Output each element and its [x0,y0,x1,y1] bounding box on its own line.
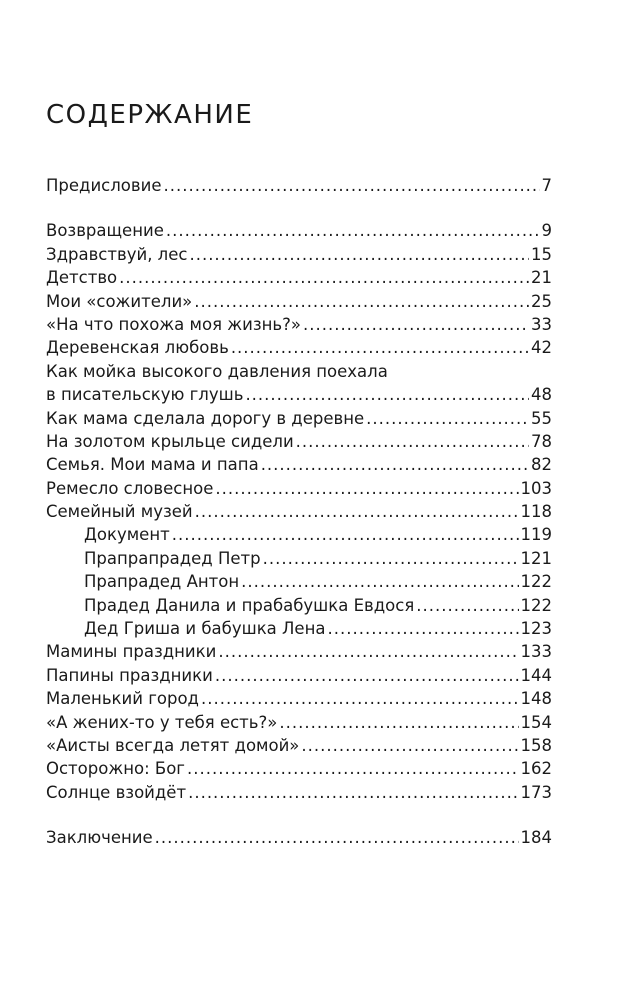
toc-entry [46,453,552,476]
toc-entry [46,336,552,359]
toc-entry-title: Документ [84,525,170,545]
dot-leader [245,383,529,406]
toc-entry-title: Деревенская любовь [46,338,229,358]
toc-entry-title: Возвращение [46,221,164,241]
table-of-contents [46,174,552,850]
dot-leader [301,734,518,757]
toc-entry [46,734,552,757]
dot-leader [263,547,519,570]
toc-entry [46,757,552,780]
toc-entry [46,430,552,453]
dot-leader [218,640,518,663]
dot-leader [172,523,519,546]
toc-entry [46,243,552,266]
toc-entry-page: 158 [520,735,552,755]
toc-entry-page: 121 [520,548,552,568]
toc-entry-title-line [46,360,552,383]
toc-entry-title: «А жених-то у тебя есть?» [46,712,278,732]
toc-subentry [46,617,552,640]
toc-entry-title: Прадед Данила и прабабушка Евдося [84,595,415,615]
toc-entry-title: Здравствуй, лес [46,244,188,264]
toc-entry-page: 118 [520,502,552,522]
toc-entry [46,407,552,430]
toc-entry [46,313,552,336]
toc-entry-page: 144 [520,665,552,685]
toc-entry-page: 55 [531,408,552,428]
toc-entry-title: в писательскую глушь [46,385,244,405]
toc-entry-page: 148 [520,689,552,709]
dot-leader [296,430,529,453]
dot-leader [155,826,519,849]
toc-entry [46,640,552,663]
toc-entry-title: Папины праздники [46,665,213,685]
toc-entry [46,266,552,289]
toc-entry-page: 133 [520,642,552,662]
toc-entry-page: 42 [531,338,552,358]
dot-leader [187,757,519,780]
dot-leader [215,477,518,500]
toc-entry-page: 103 [520,478,552,498]
toc-entry-title: Предисловие [46,176,162,195]
dot-leader [119,266,529,289]
dot-leader [241,570,518,593]
toc-entry [46,687,552,710]
toc-subentry [46,547,552,570]
toc-entry-page: 122 [520,572,552,592]
toc-entry-title: Прапрапрадед Петр [84,548,261,568]
toc-entry-title: На золотом крыльце сидели [46,431,294,451]
toc-entry-page: 25 [531,291,552,311]
toc-entry-page: 21 [531,268,552,288]
toc-entry-page: 173 [520,782,552,802]
toc-entry-page: 48 [531,385,552,405]
toc-entry-title: Осторожно: Бог [46,759,185,779]
toc-entry-title: Как мама сделала дорогу в деревне [46,408,365,428]
toc-entry-page: 184 [520,828,552,848]
toc-entry [46,781,552,804]
toc-entry-page: 33 [531,314,552,334]
toc-entry-title: Детство [46,268,118,288]
toc-entry [46,711,552,734]
dot-leader [166,219,540,242]
toc-entry [46,477,552,500]
toc-entry-page: 7 [541,176,552,195]
toc-subentry [46,594,552,617]
dot-leader [327,617,518,640]
dot-leader [215,664,519,687]
toc-entry-page: 154 [520,712,552,732]
toc-entry-title: Прапрадед Антон [84,572,240,592]
toc-subentry [46,523,552,546]
dot-leader [416,594,518,617]
dot-leader [261,453,529,476]
toc-entry-conclusion [46,826,552,849]
toc-subentry [46,570,552,593]
toc-entry [46,383,552,406]
toc-entry-title: Мамины праздники [46,642,217,662]
toc-entry-preface [46,174,552,197]
dot-leader [303,313,529,336]
toc-entry-title: Ремесло словесное [46,478,214,498]
dot-leader [366,407,529,430]
dot-leader [194,290,529,313]
toc-entry-title: «На что похожа моя жизнь?» [46,314,301,334]
toc-entry-page: 122 [520,595,552,615]
toc-entry-title: Семейный музей [46,502,193,522]
toc-entry-page: 9 [541,221,552,241]
dot-leader [201,687,519,710]
dot-leader [195,500,519,523]
dot-leader [231,336,529,359]
toc-entry-page: 15 [531,244,552,264]
toc-entry-page: 123 [520,619,552,639]
toc-entry-page: 162 [520,759,552,779]
page-title: СОДЕРЖАНИЕ [46,100,254,130]
toc-entry [46,500,552,523]
toc-entry-title: «Аисты всегда летят домой» [46,735,300,755]
toc-entry-page: 78 [531,431,552,451]
toc-entry-title-first-line: Как мойка высокого давления поехала [46,361,388,381]
toc-entry [46,664,552,687]
toc-entry [46,290,552,313]
toc-entry-title: Семья. Мои мама и папа [46,455,259,475]
dot-leader [188,781,518,804]
toc-entry-page: 119 [520,525,552,545]
toc-entry-title: Дед Гриша и бабушка Лена [84,619,326,639]
dot-leader [189,243,529,266]
toc-entry-title: Заключение [46,828,153,848]
toc-entry-title: Мои «сожители» [46,291,193,311]
toc-entry [46,219,552,242]
toc-entry-page: 82 [531,455,552,475]
dot-leader [163,174,539,197]
toc-entry-title: Солнце взойдёт [46,782,187,802]
toc-entry-title: Маленький город [46,689,199,709]
dot-leader [279,711,518,734]
